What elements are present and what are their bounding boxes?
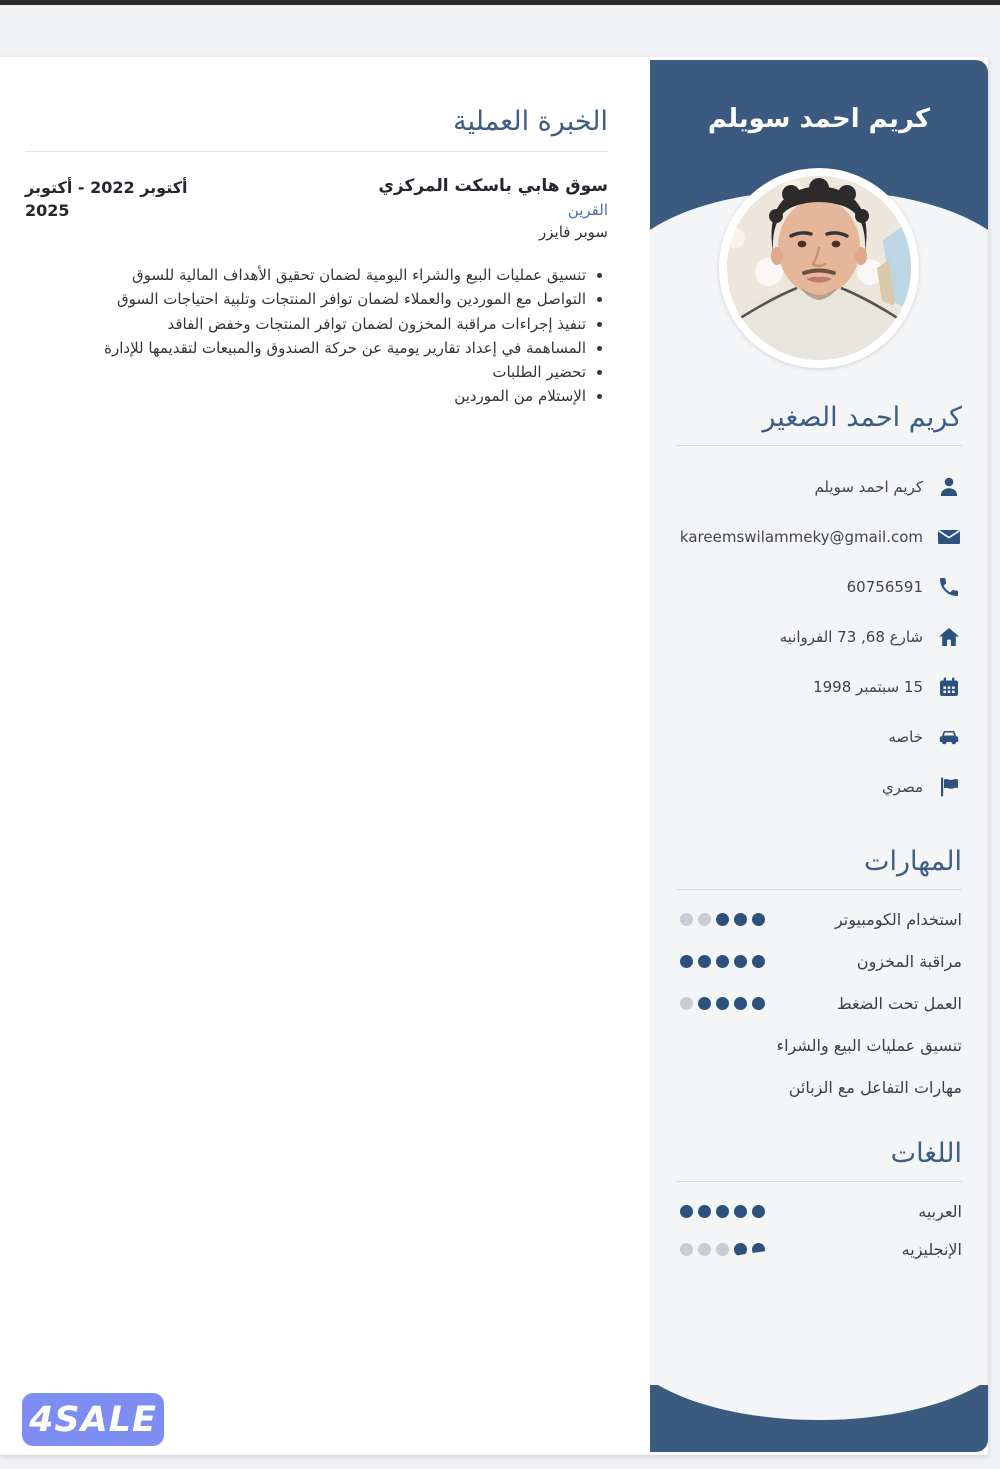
level-dot-filled bbox=[716, 913, 729, 926]
skills-title: المهارات bbox=[864, 846, 962, 877]
home-icon bbox=[936, 624, 962, 650]
skill-label: مراقبة المخزون bbox=[856, 951, 962, 971]
experience-section-title: الخبرة العملية bbox=[453, 106, 608, 137]
level-dot-filled bbox=[716, 955, 729, 968]
company-location: القرين bbox=[567, 201, 608, 219]
contact-name-value: كريم احمد سويلم bbox=[814, 478, 923, 496]
experience-divider bbox=[25, 151, 608, 152]
contact-row-name bbox=[650, 462, 988, 512]
skill-level-dots bbox=[680, 955, 765, 968]
level-dot-filled bbox=[734, 955, 747, 968]
experience-entry bbox=[25, 176, 608, 241]
languages-divider bbox=[676, 1181, 962, 1182]
level-dot-filled bbox=[698, 1205, 711, 1218]
job-title: سوبر فايزر bbox=[539, 223, 608, 241]
responsibility-item: • تحضير الطلبات bbox=[25, 362, 586, 383]
top-dark-strip bbox=[0, 0, 1000, 5]
contact-row-address bbox=[650, 612, 988, 662]
header-name: كريم احمد سويلم bbox=[707, 104, 931, 134]
contact-email-value: kareemswilammeky@gmail.com bbox=[679, 528, 923, 546]
car-icon bbox=[936, 724, 962, 750]
responsibility-item: • المساهمة في إعداد تقارير يومية عن حركة الصندوق والمبيعات لتقديمها للإدارة bbox=[25, 338, 586, 359]
level-dot-empty bbox=[698, 913, 711, 926]
contact-birthdate-value: 15 سبتمبر 1998 bbox=[813, 678, 923, 696]
skill-label: مهارات التفاعل مع الزبائن bbox=[788, 1077, 962, 1097]
responsibility-item: • الإستلام من الموردين bbox=[25, 386, 586, 407]
level-dot-filled bbox=[752, 997, 765, 1010]
responsibility-item: • تنسيق عمليات البيع والشراء اليومية لضمان تحقيق الأهداف المالية للسوق bbox=[25, 265, 586, 286]
skills-section bbox=[650, 846, 988, 1108]
contact-row-birthdate bbox=[650, 662, 988, 712]
sidebar bbox=[650, 60, 988, 1452]
level-dot-filled bbox=[698, 997, 711, 1010]
level-dot-filled bbox=[680, 1205, 693, 1218]
level-dot-empty bbox=[680, 1243, 693, 1256]
skill-row bbox=[650, 1066, 988, 1108]
level-dot-filled bbox=[752, 1205, 765, 1218]
mail-icon bbox=[936, 524, 962, 550]
main-column bbox=[0, 57, 650, 1455]
portrait-illustration bbox=[727, 176, 911, 360]
level-dot-filled bbox=[716, 997, 729, 1010]
skill-label: استخدام الكومبيوتر bbox=[834, 909, 962, 929]
profile-divider bbox=[676, 445, 962, 446]
responsibility-list bbox=[25, 265, 586, 408]
skill-row bbox=[650, 982, 988, 1024]
contact-row-phone bbox=[650, 562, 988, 612]
skill-row bbox=[650, 898, 988, 940]
contact-address-value: شارع 68, 73 الفروانيه bbox=[779, 628, 923, 646]
language-level-dots bbox=[680, 1205, 765, 1218]
level-dot-empty bbox=[680, 997, 693, 1010]
forsale-logo-badge: 4SALE bbox=[22, 1393, 164, 1446]
level-dot-filled bbox=[698, 955, 711, 968]
level-dot-empty bbox=[698, 1243, 711, 1256]
company-name: سوق هابي باسكت المركزي bbox=[378, 176, 608, 196]
contact-license-value: خاصه bbox=[888, 728, 923, 746]
cv-page bbox=[0, 57, 988, 1455]
calendar-icon bbox=[936, 674, 962, 700]
languages-title: اللغات bbox=[890, 1138, 962, 1169]
sidebar-footer bbox=[650, 1385, 988, 1452]
contact-row-nationality bbox=[650, 762, 988, 812]
responsibility-item: • التواصل مع الموردين والعملاء لضمان توافر المنتجات وتلبية احتياجات السوق bbox=[25, 289, 586, 310]
level-dot-filled bbox=[734, 913, 747, 926]
level-dot-empty bbox=[680, 913, 693, 926]
employment-dates: أكتوبر 2022 - أكتوبر 2025 bbox=[25, 178, 188, 221]
level-dot-filled bbox=[680, 955, 693, 968]
flag-icon bbox=[936, 774, 962, 800]
skill-label: العمل تحت الضغط bbox=[836, 993, 962, 1013]
level-dot-filled bbox=[734, 1205, 747, 1218]
skill-level-dots bbox=[680, 997, 765, 1010]
language-row bbox=[650, 1192, 988, 1230]
skill-row bbox=[650, 940, 988, 982]
language-label: الإنجليزيه bbox=[901, 1239, 962, 1259]
footer-curve bbox=[650, 1248, 988, 1420]
skill-row bbox=[650, 1024, 988, 1066]
contact-row-license bbox=[650, 712, 988, 762]
level-dot-filled bbox=[716, 1205, 729, 1218]
contact-list bbox=[650, 462, 988, 812]
skill-level-dots bbox=[680, 913, 765, 926]
contact-nationality-value: مصري bbox=[881, 778, 923, 796]
phone-icon bbox=[936, 574, 962, 600]
level-dot-filled bbox=[752, 913, 765, 926]
skill-label: تنسيق عمليات البيع والشراء bbox=[776, 1035, 962, 1055]
user-icon bbox=[936, 474, 962, 500]
level-dot-empty bbox=[716, 1243, 729, 1256]
skills-divider bbox=[676, 889, 962, 890]
level-dot-filled bbox=[734, 997, 747, 1010]
contact-row-email bbox=[650, 512, 988, 562]
contact-phone-value: 60756591 bbox=[846, 578, 923, 596]
responsibility-item: • تنفيذ إجراءات مراقبة المخزون لضمان توافر المنتجات وخفض الفاقد bbox=[25, 314, 586, 335]
sidebar-header bbox=[650, 60, 988, 390]
profile-name: كريم احمد الصغير bbox=[762, 402, 962, 433]
language-label: العربيه bbox=[918, 1201, 962, 1221]
profile-photo bbox=[719, 168, 919, 368]
level-dot-filled bbox=[752, 955, 765, 968]
